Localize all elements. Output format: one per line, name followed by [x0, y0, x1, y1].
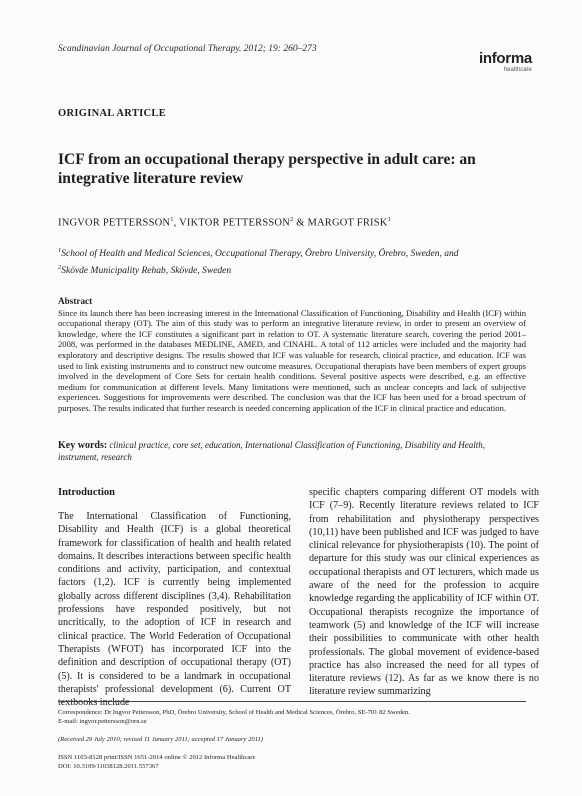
- publisher-logo-name: informa: [479, 50, 532, 67]
- author-name: MARGOT FRISK: [307, 217, 388, 229]
- correspondence-note: [58, 708, 538, 726]
- introduction-left-column: The International Classification of Functioning, Disability and Health (ICF) is a global theoretical framework for classification of health and health related domains. It describes interactions between specific health conditions and activity, participation, and contextual factors (1,2). ICF is currently being implemented globally across different disciplines (3,4). Rehabilitation professions have responded positively, but not uncritically, to the adoption of ICF in research and clinical practice. The World Federation of Occupational Therapists (WFOT) has incorporated ICF into the definition and description of occupational therapy (OT) (5). It is considered to be a landmark in occupational therapists' professional development (6). Current OT textbooks include: [58, 511, 291, 709]
- article-type-label: ORIGINAL ARTICLE: [58, 108, 167, 119]
- correspondence-email: E-mail: ingvor.pettersson@oru.se: [58, 718, 147, 725]
- keywords: [58, 440, 526, 463]
- affiliation-text: Skövde Municipality Rehab, Skövde, Sweden: [61, 266, 232, 277]
- affiliation-text: School of Health and Medical Sciences, Occupational Therapy, Örebro University, Örebro, Sweden, and: [61, 249, 459, 260]
- affiliation-line: [58, 261, 528, 278]
- received-dates: (Received 29 July 2010; revised 11 January 2011; accepted 17 January 2011): [58, 736, 264, 743]
- affiliation-line: [58, 244, 528, 261]
- affiliation-marker: 2: [58, 264, 62, 272]
- publication-info: [58, 753, 255, 771]
- publisher-logo: [479, 52, 532, 74]
- keywords-label: Key words:: [58, 440, 108, 451]
- publisher-logo-sub: healthcare: [503, 67, 532, 73]
- abstract-text: Since its launch there has been increasing interest in the International Classification of Functioning, Disability and Health (ICF) within occupational therapy (OT). The aim of this study was to perform an integrative literature review, in order to present an overview of knowledge, where the ICF constitutes a significant part in relation to OT. A systematic literature search, covering the period 2001–2008, was performed in the databases MEDLINE, AMED, and CINAHL. A total of 112 articles were included and the majority had exploratory and descriptive designs. The results showed that ICF was valuable for research, clinical practice, and education. ICF was used to link existing instruments and to construct new outcome measures. Occupational therapists have been members of expert groups involved in the development of Core Sets for certain health conditions. Several positive aspects were described, e.g. an effective medium for communication at different levels. Many limitations were mentioned, such as unclear concepts and lack of subjective experiences. Suggestions for improvements were described. The conclusion was that the ICF has been used for a broad spectrum of purposes. The results indicated that further research is needed concerning application of the ICF in clinical practice and education.: [58, 307, 526, 413]
- introduction-right-column: specific chapters comparing different OT models with ICF (7–9). Recently literature reviews related to ICF from rehabilitation and physiotherapy perspectives (10,11) have been published and ICF was judged to have clinical relevance for physiotherapists (10). The point of departure for this study was our clinical experiences as occupational therapists and OT lecturers, which made us aware of the need for the profession to acquire knowledge regarding the applicability of ICF within OT. Occupational therapists recognize the importance of teamwork (5) and knowledge of the ICF will increase their possibilities to communicate with other health professionals. The global movement of evidence-based practice has also increased the need for all types of literature reviews (12). As far as we know there is no literature review summarizing: [309, 487, 539, 698]
- author-name: INGVOR PETTERSSON: [58, 217, 171, 229]
- keywords-text: clinical practice, core set, education, International Classification of Functioning, Disability and Health, instrument, research: [58, 440, 486, 462]
- affiliations: [58, 244, 528, 278]
- author-affiliation-marker: 2: [289, 216, 294, 223]
- footnote-divider: [58, 701, 526, 702]
- author-name: VIKTOR PETTERSSON: [179, 217, 290, 229]
- journal-citation: Scandinavian Journal of Occupational Therapy. 2012; 19: 260–273: [58, 44, 317, 54]
- author-affiliation-marker: 1: [170, 216, 174, 223]
- doi-line: DOI: 10.3109/11038128.2011.557367: [58, 763, 159, 770]
- abstract-heading: Abstract: [58, 296, 93, 306]
- author-separator: ,: [173, 217, 180, 229]
- article-title: ICF from an occupational therapy perspective in adult care: an integrative literature review: [58, 151, 476, 187]
- author-separator: &: [293, 217, 308, 229]
- affiliation-marker: 1: [58, 247, 62, 254]
- issn-line: ISSN 1103-8128 print/ISSN 1651-2014 online © 2012 Informa Healthcare: [58, 754, 256, 761]
- author-list: [58, 216, 391, 229]
- correspondence-address: Correspondence: Dr Ingvor Pettersson, PhD, Örebro University, School of Health and Medical Sciences, Örebro, SE-701 82 Sweden.: [58, 709, 410, 716]
- abstract: [58, 296, 526, 414]
- introduction-heading: Introduction: [58, 487, 115, 498]
- author-affiliation-marker: 1: [387, 216, 392, 223]
